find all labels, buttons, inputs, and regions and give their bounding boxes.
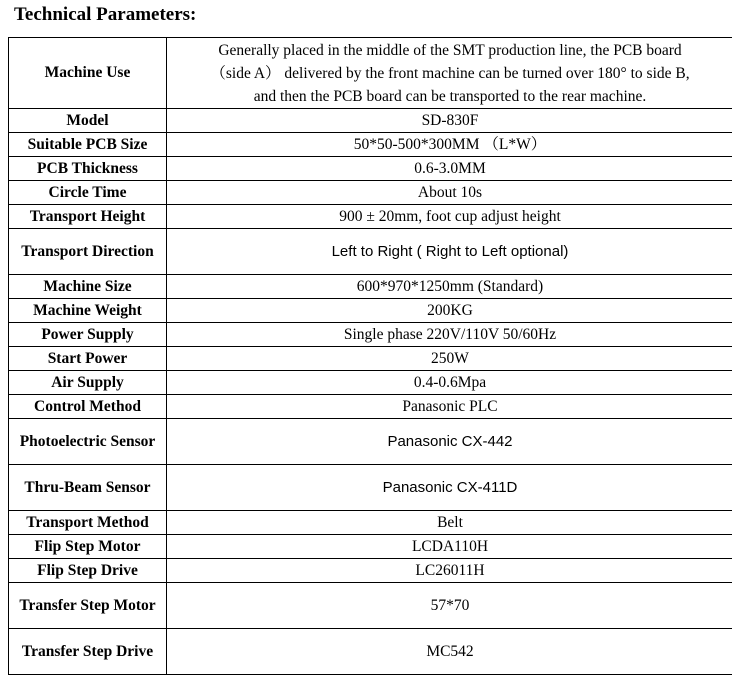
table-row <box>9 229 732 275</box>
table-row <box>9 323 732 347</box>
row-value-text: Belt <box>437 513 463 531</box>
row-label: Flip Step Drive <box>9 559 167 583</box>
row-label: Model <box>9 109 167 133</box>
row-value <box>167 347 732 371</box>
table-row <box>9 38 732 109</box>
row-value <box>167 38 732 109</box>
row-value-text: MC542 <box>426 642 474 660</box>
table-row <box>9 109 732 133</box>
row-value <box>167 559 732 583</box>
page-title: Technical Parameters: <box>14 4 197 25</box>
row-value <box>167 395 732 419</box>
row-value-text: Panasonic PLC <box>402 397 498 415</box>
table-row <box>9 275 732 299</box>
row-value <box>167 181 732 205</box>
row-value <box>167 229 732 275</box>
table-row <box>9 347 732 371</box>
row-label: Control Method <box>9 395 167 419</box>
table-row <box>9 511 732 535</box>
row-label: Machine Size <box>9 275 167 299</box>
row-value <box>167 511 732 535</box>
row-value-text: Single phase 220V/110V 50/60Hz <box>343 325 557 343</box>
table-row <box>9 205 732 229</box>
row-label: Transport Direction <box>9 229 167 275</box>
row-value-text: Left to Right ( Right to Left optional) <box>331 242 569 260</box>
machine-use-line: and then the PCB board can be transported to the rear machine. <box>253 87 647 105</box>
row-value-text: About 10s <box>417 183 483 201</box>
row-value <box>167 109 732 133</box>
row-value <box>167 205 732 229</box>
row-value-text: Panasonic CX-411D <box>382 478 518 496</box>
row-value-text: 200KG <box>427 301 473 319</box>
machine-use-line: （side A） delivered by the front machine can be turned over 180° to side B, <box>210 64 690 82</box>
row-value-text: 250W <box>431 349 469 367</box>
table-row <box>9 583 732 629</box>
row-label: PCB Thickness <box>9 157 167 181</box>
row-label: Photoelectric Sensor <box>9 419 167 465</box>
row-value <box>167 275 732 299</box>
row-label: Transport Height <box>9 205 167 229</box>
table-row <box>9 465 732 511</box>
row-value <box>167 323 732 347</box>
table-row <box>9 395 732 419</box>
row-value-text: Panasonic CX-442 <box>387 432 513 450</box>
row-label: Power Supply <box>9 323 167 347</box>
row-value <box>167 583 732 629</box>
row-label: Transport Method <box>9 511 167 535</box>
row-label: Transfer Step Motor <box>9 583 167 629</box>
row-value-text: 0.6-3.0MM <box>414 159 486 177</box>
table-row <box>9 535 732 559</box>
table-row <box>9 299 732 323</box>
row-value <box>167 629 732 675</box>
technical-parameters-table <box>8 37 732 675</box>
row-value <box>167 371 732 395</box>
row-value <box>167 299 732 323</box>
table-row <box>9 181 732 205</box>
table-row <box>9 133 732 157</box>
row-label: Air Supply <box>9 371 167 395</box>
row-value-text: 0.4-0.6Mpa <box>413 373 487 391</box>
table-row <box>9 559 732 583</box>
table-row <box>9 157 732 181</box>
row-value <box>167 133 732 157</box>
row-value <box>167 157 732 181</box>
row-value <box>167 465 732 511</box>
row-value <box>167 535 732 559</box>
row-label: Circle Time <box>9 181 167 205</box>
row-label: Machine Use <box>9 38 167 109</box>
row-label: Transfer Step Drive <box>9 629 167 675</box>
row-value-text: 600*970*1250mm (Standard) <box>356 277 544 295</box>
row-label: Suitable PCB Size <box>9 133 167 157</box>
machine-use-line: Generally placed in the middle of the SMT production line, the PCB board <box>218 41 682 59</box>
row-value-text: LC26011H <box>415 561 485 579</box>
table-row <box>9 371 732 395</box>
row-value <box>167 419 732 465</box>
table-row <box>9 419 732 465</box>
row-value-text: LCDA110H <box>411 537 489 555</box>
row-label: Flip Step Motor <box>9 535 167 559</box>
row-label: Machine Weight <box>9 299 167 323</box>
row-value-text: SD-830F <box>421 111 479 129</box>
row-label: Start Power <box>9 347 167 371</box>
table-row <box>9 629 732 675</box>
row-value-text: 900 ± 20mm, foot cup adjust height <box>339 207 561 225</box>
row-value-text: 57*70 <box>430 596 470 614</box>
row-label: Thru-Beam Sensor <box>9 465 167 511</box>
row-value-text: 50*50-500*300MM （L*W） <box>353 135 547 153</box>
